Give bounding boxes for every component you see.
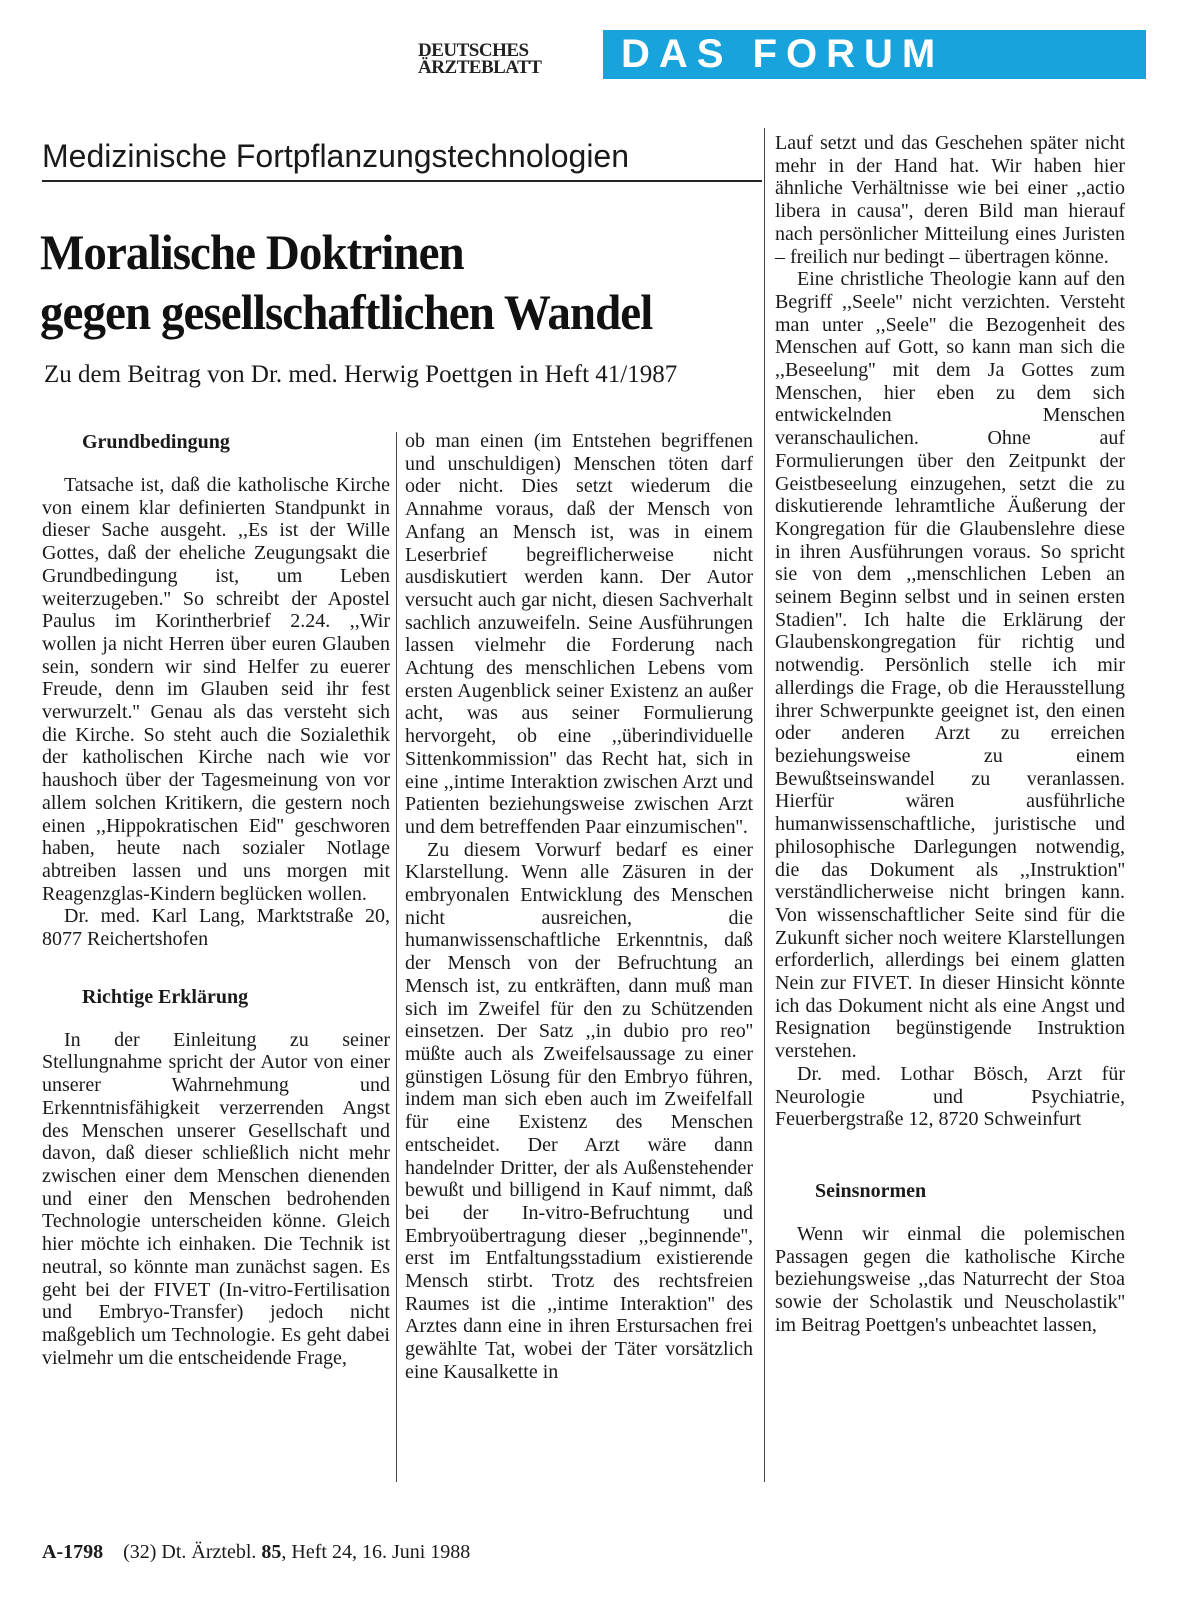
masthead [0, 30, 1178, 80]
headline-line2: gegen gesellschaftlichen Wandel [40, 284, 653, 340]
citation-volume: 85 [261, 1541, 282, 1563]
citation-suffix: , Heft 24, 16. Juni 1988 [281, 1541, 471, 1563]
letter2-paragraph2-continued: Lauf setzt und das Geschehen später nicht mehr in der Hand hat. Wir haben hier ähnliche Verhältnisse wie bei einer ,,actio libera in causa'', deren Bild man hierauf nach persönlicher Mitteilung eines Juristen – freilich nur bedingt – übertragen könne. [775, 132, 1125, 268]
column-1 [42, 430, 390, 1369]
letter3-body: Wenn wir einmal die polemischen Passagen gegen die katholische Kirche beziehungsweise ,,das Naturrecht der Stoa sowie der Scholastik und Neuscholastik'' im Beitrag Poettgen's unbeachtet lassen, [775, 1222, 1125, 1336]
article-headline [40, 222, 726, 342]
journal-name-line2: ÄRZTEBLATT [418, 57, 542, 78]
column-rule-1 [396, 432, 397, 1482]
letter-heading-seinsnormen: Seinsnormen [815, 1179, 927, 1202]
article-subline: Zu dem Beitrag von Dr. med. Herwig Poettgen in Heft 41/1987 [44, 361, 678, 388]
letter1-body: Tatsache ist, daß die katholische Kirche von einem klar definierten Standpunkt in dieser Sache ausgeht. ,,Es ist der Wille Gottes, daß der eheliche Zeugungsakt die Grundbedingung ist, um Leben weiterzugeben.'' So schreibt der Apostel Paulus im Korintherbrief 2.24. ,,Wir wollen ja nicht Herren über euren Glauben sein, sondern wir sind Helfer zu euerer Freude, denn im Glauben seid ihr fest verwurzelt.'' Genau als das versteht sich die Kirche. So steht auch die Sozialethik der katholischen Kirche nach wie vor haushoch über der Tagesmeinung von vor allem solchen Kritikern, die gestern noch einen ,,Hippokratischen Eid'' geschworen haben, heute nach sozialer Notlage abtreiben lassen und uns morgen mit Reagenzglas-Kindern beglücken wollen. [42, 474, 390, 905]
letter-heading-richtige-erklaerung: Richtige Erklärung [82, 985, 249, 1008]
headline-line1: Moralische Doktrinen [40, 224, 464, 280]
journal-logo [418, 42, 588, 76]
letter2-signature: Dr. med. Lothar Bösch, Arzt für Neurologie und Psychiatrie, Feuerbergstraße 12, 8720 Schweinfurt [775, 1062, 1125, 1131]
letter1-signature: Dr. med. Karl Lang, Marktstraße 20, 8077 Reichertshofen [42, 905, 390, 951]
section-banner [603, 30, 1146, 79]
letter2-paragraph1-part1: In der Einleitung zu seiner Stellungnahme spricht der Autor von einer unserer Wahrnehmung und Erkenntnisfähigkeit verzerrenden Angst des Menschen unserer Gesellschaft und davon, daß dieser schließlich nicht mehr zwischen einer dem Menschen dienenden und einer den Menschen bedrohenden Technologie unterscheiden könne. Gleich hier möchte ich einhaken. Die Technik ist neutral, so könnte man zunächst sagen. Es geht bei der FIVET (In-vitro-Fertilisation und Embryo-Transfer) jedoch nicht maßgeblich um Technologie. Es geht dabei vielmehr um die entscheidende Frage, [42, 1028, 390, 1369]
letter2-paragraph3: Eine christliche Theologie kann auf den Begriff ,,Seele'' nicht verzichten. Versteht man unter ,,Seele'' die Bezogenheit des Menschen auf Gott, so kann man sich die ,,Beseelung'' mit dem Ja Gottes zum Menschen, hier eben zu dem sich entwickelnden Menschen veranschaulichen. Ohne auf Formulierungen über den Zeitpunkt der Geistbeseelung einzugehen, setzt die zu diskutierende lehramtliche Äußerung der Kongregation für die Glaubenslehre diese in ihren Ausführungen voraus. So spricht sie von dem ,,menschlichen Leben an seinem Beginn selbst und in seinen ersten Stadien''. Ich halte die Erklärung der Glaubenskongregation für richtig und notwendig. Persönlich stelle ich mir allerdings die Frage, ob die Herausstellung ihrer Schwerpunkte geeignet ist, den einen oder anderen Arzt zu erreichen beziehungsweise zu einem Bewußtseinswandel zu veranlassen. Hierfür wären ausführliche humanwissenschaftliche, juristische und philosophische Darlegungen notwendig, die das Dokument als ,,Instruktion'' verständlicherweise nicht bringen kann. Von wissenschaftlicher Seite sind für die Zukunft sicher noch weitere Klarstellungen erforderlich, allerdings bei einem glatten Nein zur FIVET. In dieser Hinsicht könnte ich das Dokument nicht als eine Angst und Resignation begünstigende Instruktion verstehen. [775, 268, 1125, 1063]
column-3 [775, 132, 1125, 1336]
letter2-paragraph1-part2: ob man einen (im Entstehen begriffenen und unschuldigen) Menschen töten darf oder nicht. Dies setzt wiederum die Annahme voraus, daß der Mensch von Anfang an Mensch ist, was in einem Leserbrief begreiflicherweise nicht ausdiskutiert werden kann. Der Autor versucht auch gar nicht, diesen Sachverhalt sachlich anzuweifeln. Seine Ausführungen lassen vielmehr die Forderung nach Achtung des menschlichen Lebens vom ersten Augenblick seiner Existenz an außer acht, was aus seiner Formulierung hervorgeht, ob eine ,,überindividuelle Sittenkommission'' das Recht hat, sich in eine ,,intime Interaktion zwischen Arzt und Patienten beziehungsweise zwischen Arzt und dem betreffenden Paar einzumischen''. [405, 430, 753, 838]
section-label: DAS FORUM [621, 32, 945, 76]
column-2 [405, 430, 753, 1384]
journal-name-line1: DEUTSCHES [418, 40, 529, 61]
letter2-paragraph2: Zu diesem Vorwurf bedarf es einer Klarstellung. Wenn alle Zäsuren in der embryonalen Entwicklung des Menschen nicht ausreichen, die humanwissenschaftliche Erkenntnis, daß der Mensch von der Befruchtung an Mensch ist, zu entkräften, dann muß man sich im Zweifel für den zu Schützenden einsetzen. Der Satz ,,in dubio pro reo'' müßte auch als Zweifelsaussage zu einer günstigen Lösung für den Embryo führen, indem man sich eben auch im Zweifelfall für eine Existenz des Menschen entscheidet. Der Arzt wäre dann handelnder Dritter, der als Außenstehender bewußt und billigend in Kauf nimmt, daß bei der In-vitro-Befruchtung und Embryoübertragung dieser ,,beginnende'', erst im Entfaltungsstadium existierende Mensch stirbt. Trotz des rechtsfreien Raumes ist die ,,intime Interaktion'' des Arztes dann eine in ihren Erstursachen frei gewählte Tat, wobei der Täter vorsätzlich eine Kausalkette in [405, 838, 753, 1383]
article-kicker: Medizinische Fortpflanzungstechnologien [42, 136, 762, 182]
page-number: A-1798 [42, 1541, 104, 1563]
page-footer [42, 1541, 470, 1564]
letter-heading-grundbedingung: Grundbedingung [82, 431, 230, 453]
citation-prefix: (32) Dt. Ärztebl. [123, 1541, 257, 1563]
column-rule-2 [764, 128, 765, 1482]
